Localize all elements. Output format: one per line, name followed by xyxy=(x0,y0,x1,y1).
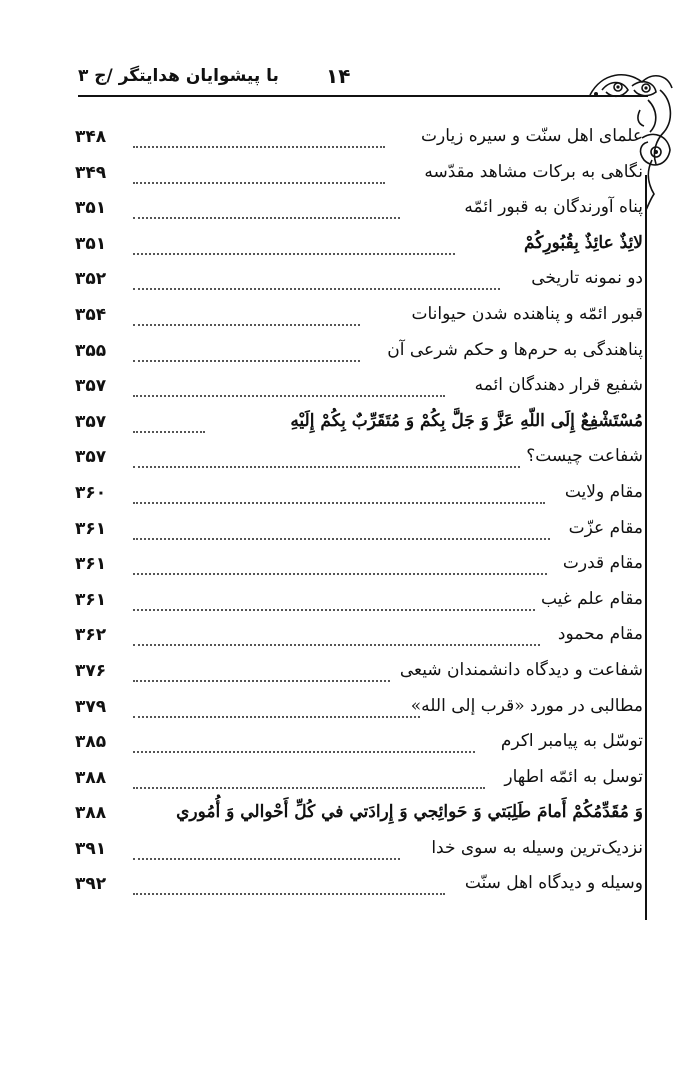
header-rule xyxy=(78,95,648,97)
toc-entry-page: ۳۵۱ xyxy=(75,198,107,219)
toc-entry xyxy=(75,158,643,194)
toc-entry-page: ۳۶۱ xyxy=(75,554,107,575)
toc-entry-page: ۳۷۶ xyxy=(75,660,107,681)
dot-leader xyxy=(133,431,205,433)
dot-leader xyxy=(133,609,535,611)
toc-entry-page: ۳۷۹ xyxy=(75,696,107,717)
toc-entry-title: نگاهی به برکات مشاهد مقدّسه xyxy=(424,161,643,182)
toc-entry xyxy=(75,407,643,443)
toc-entry xyxy=(75,229,643,265)
toc-entry-title: مقام ولایت xyxy=(564,481,643,502)
toc-entry-page: ۳۸۵ xyxy=(75,732,107,753)
dot-leader xyxy=(133,573,547,575)
toc-entry xyxy=(75,371,643,407)
dot-leader xyxy=(133,288,500,290)
toc-entry-title: مطالبی در مورد «قرب إلى الله» xyxy=(410,695,643,716)
toc-entry xyxy=(75,798,643,834)
toc-entry-title: توسل به ائمّه اطهار xyxy=(504,766,643,787)
toc-entry-page: ۳۵۷ xyxy=(75,376,107,397)
toc-entry-page: ۳۶۱ xyxy=(75,518,107,539)
toc-entry-page: ۳۶۲ xyxy=(75,625,107,646)
toc-entry-title: نزدیک‌ترین وسیله به سوی خدا xyxy=(431,837,643,858)
book-title: با پیشوایان هدایتگر /ج ۳ xyxy=(78,66,279,86)
margin-rule xyxy=(645,175,647,920)
toc-entry-page: ۳۵۵ xyxy=(75,340,107,361)
dot-leader xyxy=(133,253,455,255)
dot-leader xyxy=(133,360,360,362)
dot-leader xyxy=(133,182,385,184)
toc-entry-page: ۳۶۰ xyxy=(75,482,107,503)
dot-leader xyxy=(133,680,390,682)
dot-leader xyxy=(133,217,400,219)
toc-entry xyxy=(75,442,643,478)
toc-entry-page: ۳۹۱ xyxy=(75,838,107,859)
toc-entry-page: ۳۸۸ xyxy=(75,803,107,824)
toc-entry xyxy=(75,478,643,514)
toc-entry-page: ۳۸۸ xyxy=(75,767,107,788)
toc-entry-title: دو نمونه تاریخی xyxy=(531,268,643,289)
toc-entry-title: مقام قدرت xyxy=(562,553,643,574)
toc-entry-title: وَ مُقَدِّمُكُمْ أَمامَ طَلِبَتي وَ حَوائِجي وَ إِرادَتي في كُلِّ أَحْوالي وَ أُمُوري xyxy=(176,802,643,823)
running-header xyxy=(78,60,608,96)
dot-leader xyxy=(133,751,475,753)
dot-leader xyxy=(133,466,520,468)
toc-entry-page: ۳۵۷ xyxy=(75,411,107,432)
toc-entry xyxy=(75,869,643,905)
toc-entry-title: مقام محمود xyxy=(557,624,643,645)
toc-entry-title: وسیله و دیدگاه اهل سنّت xyxy=(464,873,643,894)
toc-entry-title: لائِذٌ عائِذٌ بِقُبُورِكُمْ xyxy=(523,232,643,253)
toc-entry xyxy=(75,514,643,550)
dot-leader xyxy=(133,395,445,397)
toc-entry xyxy=(75,692,643,728)
toc-entry xyxy=(75,122,643,158)
toc-entry xyxy=(75,763,643,799)
dot-leader xyxy=(133,324,360,326)
dot-leader xyxy=(133,858,400,860)
toc-entry xyxy=(75,336,643,372)
toc-entry-page: ۳۴۹ xyxy=(75,162,107,183)
toc-entry-title: قبور ائمّه و پناهنده شدن حیوانات xyxy=(411,303,643,324)
toc-entry xyxy=(75,620,643,656)
page-number: ۱۴ xyxy=(326,64,351,88)
toc-entry-page: ۳۵۷ xyxy=(75,447,107,468)
table-of-contents xyxy=(75,122,643,905)
toc-entry-page: ۳۹۲ xyxy=(75,874,107,895)
toc-entry-page: ۳۴۸ xyxy=(75,127,107,147)
toc-entry-page: ۳۵۱ xyxy=(75,233,107,254)
dot-leader xyxy=(133,502,545,504)
toc-entry-title: پناهندگی به حرم‌ها و حکم شرعی آن xyxy=(387,339,643,360)
toc-entry-title: علمای اهل سنّت و سیره زیارت xyxy=(421,126,643,146)
toc-entry-page: ۳۶۱ xyxy=(75,589,107,610)
toc-entry xyxy=(75,300,643,336)
toc-entry-page: ۳۵۴ xyxy=(75,304,107,325)
toc-entry-title: توسّل به پیامبر اکرم xyxy=(500,731,643,752)
dot-leader xyxy=(133,787,485,789)
toc-entry xyxy=(75,549,643,585)
toc-entry xyxy=(75,656,643,692)
toc-entry-title: پناه آورندگان به قبور ائمّه xyxy=(464,197,643,218)
dot-leader xyxy=(133,716,420,718)
toc-entry-title: شفاعت چیست؟ xyxy=(526,446,643,467)
dot-leader xyxy=(133,146,385,148)
toc-entry-title: مقام عزّت xyxy=(568,517,643,538)
dot-leader xyxy=(133,644,540,646)
toc-entry xyxy=(75,585,643,621)
toc-entry xyxy=(75,834,643,870)
toc-entry-title: مُسْتَشْفِعٌ إِلَى اللّهِ عَزَّ وَ جَلَّ بِكُمْ وَ مُتَقَرِّبٌ بِكُمْ إِلَيْهِ xyxy=(290,410,643,431)
dot-leader xyxy=(133,893,445,895)
toc-entry-title: شفیع قرار دهندگان ائمه xyxy=(474,375,643,396)
toc-entry xyxy=(75,193,643,229)
toc-entry-page: ۳۵۲ xyxy=(75,269,107,290)
toc-entry-title: مقام علم غیب xyxy=(540,588,643,609)
toc-entry-title: شفاعت و دیدگاه دانشمندان شیعی xyxy=(399,659,643,680)
toc-entry xyxy=(75,727,643,763)
toc-entry xyxy=(75,264,643,300)
dot-leader xyxy=(133,538,550,540)
